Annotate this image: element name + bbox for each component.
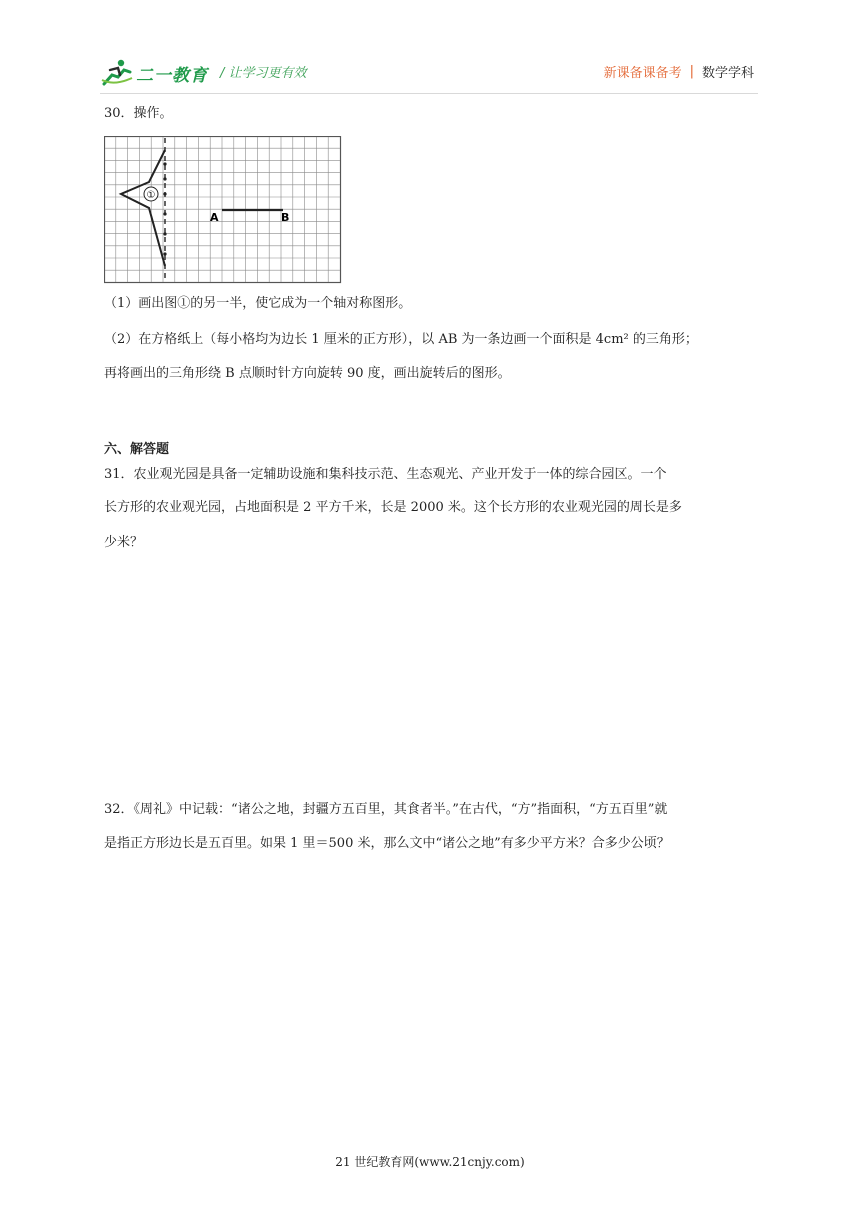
brand-logo [100, 58, 208, 88]
section-six-title: 六、解答题 [104, 442, 170, 457]
point-a-label: A [210, 211, 219, 224]
grid-figure [104, 136, 342, 284]
course-label: 新课备课备考 [603, 66, 682, 81]
page-header [100, 54, 760, 94]
q31-line2: 长方形的农业观光园，占地面积是 2 平方千米，长是 2000 米。这个长方形的农业观光园的周长是多 [104, 500, 682, 515]
q30-part2-line1: （2）在方格纸上（每小格均为边长 1 厘米的正方形），以 AB 为一条边画一个面积是 4cm² 的三角形； [104, 332, 698, 347]
subject-label: 数学学科 [701, 66, 754, 81]
q30-part2-line2: 再将画出的三角形绕 B 点顺时针方向旋转 90 度，画出旋转后的图形。 [104, 366, 511, 381]
brand-name: 二一教育 [136, 65, 208, 86]
running-figure-icon [100, 58, 134, 88]
page-footer: 21 世纪教育网(www.21cnjy.com) [335, 1155, 525, 1169]
header-divider [100, 93, 758, 94]
q30-part1: （1）画出图①的另一半，使它成为一个轴对称图形。 [104, 296, 412, 311]
shape-label: ① [146, 190, 156, 201]
q30-title: 30．操作。 [104, 106, 173, 121]
header-subject [604, 62, 754, 81]
brand-slogan: / 让学习更有效 [220, 66, 307, 81]
point-b-label: B [281, 211, 290, 224]
q31-line1: 31．农业观光园是具备一定辅助设施和集科技示范、生态观光、产业开发于一体的综合园区。一个 [104, 467, 667, 482]
header-separator: | [689, 64, 694, 79]
q31-line3: 少米？ [104, 535, 144, 550]
q32-line1: 32．《周礼》中记载：“诸公之地，封疆方五百里，其食者半。”在古代，“方”指面积，“方五百里”就 [104, 802, 668, 817]
q32-line2: 是指正方形边长是五百里。如果 1 里＝500 米，那么文中“诸公之地”有多少平方米？合多少公顷？ [104, 836, 670, 851]
